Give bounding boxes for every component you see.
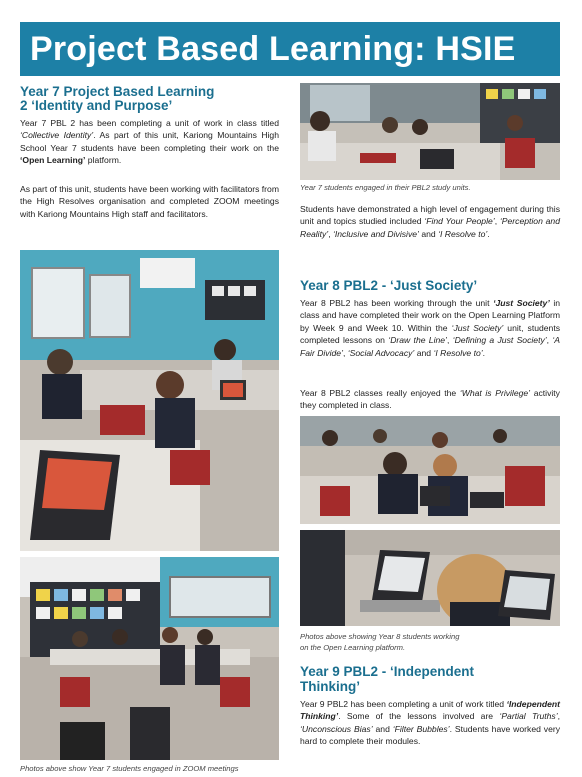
text-run: , (494, 216, 500, 227)
text-run: ‘Just Society’ (493, 298, 550, 308)
text-run: and (414, 347, 434, 358)
year8-laptop-photo (300, 530, 560, 626)
text-run: ‘Partial Truths’ (499, 711, 558, 722)
text-run: ‘Open Learning’ (20, 155, 86, 166)
year7-paragraph-1 (20, 117, 279, 167)
banner-title: Project Based Learning: HSIE (30, 30, 516, 68)
text-run: Year 9 PBL2 has been completing a unit of work titled (300, 699, 507, 709)
text-run: Year 8 PBL2 classes really enjoyed the (300, 388, 460, 398)
text-run: , (546, 335, 553, 346)
text-run: ‘What is Privilege’ (459, 388, 531, 398)
year9-heading (300, 664, 560, 694)
year8-heading: Year 8 PBL2 - ‘Just Society’ (300, 278, 478, 293)
year7-classroom-photo (20, 250, 279, 551)
year9-heading-line1: Year 9 PBL2 - ‘Independent (300, 664, 475, 679)
text-run: ‘I Resolve to’ (433, 347, 483, 358)
year7-zoom-photo (20, 557, 279, 760)
year7-heading-line1: Year 7 Project Based Learning (20, 84, 215, 99)
text-run: platform. (85, 155, 122, 166)
text-run: ‘Perception and Reality’ (300, 216, 560, 239)
text-run: ‘Independent Thinking’ (300, 699, 560, 722)
year9-paragraph-1 (300, 698, 560, 748)
text-run: , (557, 711, 560, 722)
text-run: , (342, 347, 348, 358)
text-run: in class and have completed their work on the Open Learning Platform by Week 9 and Week 10. Within the (300, 298, 561, 333)
text-run: ‘Find Your People’ (424, 216, 495, 227)
year7-heading-line2: 2 ‘Identity and Purpose’ (20, 98, 173, 113)
year9-heading-line2: Thinking’ (300, 679, 360, 694)
text-run: Students have demonstrated a high level of engagement during this unit and topics studied included (300, 204, 560, 227)
year7-photos-caption: Photos above show Year 7 students engaged in ZOOM meetings (20, 764, 239, 773)
year8-paragraph-2 (300, 387, 560, 412)
year7-paragraph-2 (20, 183, 279, 220)
text-run: Year 7 PBL 2 has been completing a unit of work in class titled (20, 118, 279, 128)
text-run: . As part of this unit, Kariong Mountains High School Year 7 students have been completing their work on the (20, 130, 279, 153)
text-run: ‘Filter Bubbles’ (392, 723, 450, 734)
text-run: , (328, 228, 333, 239)
year8-caption-line1: Photos above showing Year 8 students working (300, 632, 460, 641)
text-run: ‘Collective Identity’ (20, 130, 94, 141)
text-run: . (482, 347, 486, 358)
text-run: . Some of the lessons involved are (338, 711, 500, 722)
text-run: ‘Inclusive and Divisive’ (332, 228, 419, 239)
year8-photos-caption (300, 632, 560, 653)
year8-paragraph-1 (300, 297, 560, 359)
year7-study-photo (300, 83, 560, 180)
year7-paragraph-3 (300, 203, 560, 240)
text-run: ‘Defining a Just Society’ (452, 335, 547, 346)
text-run: ‘Just Society’ (451, 322, 504, 333)
text-run: unit, students completed lessons on (300, 322, 561, 346)
text-run: and (372, 723, 393, 734)
page-banner (20, 22, 560, 76)
text-run: ‘Social Advocacy’ (347, 347, 415, 358)
text-run: , (446, 335, 453, 346)
year8-caption-line2: on the Open Learning platform. (300, 642, 406, 652)
year7-study-caption: Year 7 students engaged in their PBL2 study units. (300, 183, 471, 192)
year7-heading (20, 85, 270, 113)
text-run: . (487, 228, 490, 239)
text-run: Year 8 PBL2 has been working through the unit (300, 298, 494, 308)
text-run: and (418, 228, 439, 239)
text-run: ‘I Resolve to’ (438, 228, 488, 239)
text-run: . Students have worked very hard to complete their modules. (300, 723, 561, 747)
text-run: ‘Unconscious Bias’ (300, 723, 373, 734)
text-run: activity they completed in class. (300, 388, 560, 411)
text-run: ‘Draw the Line’ (388, 335, 447, 346)
year8-class-photo (300, 416, 560, 524)
text-run: ‘A Fair Divide’ (300, 335, 561, 358)
text-run: As part of this unit, students have been working with facilitators from the High Resolves organisation and completed ZOOM meetings with Kariong Mountains High staff and facilitators. (20, 184, 279, 219)
